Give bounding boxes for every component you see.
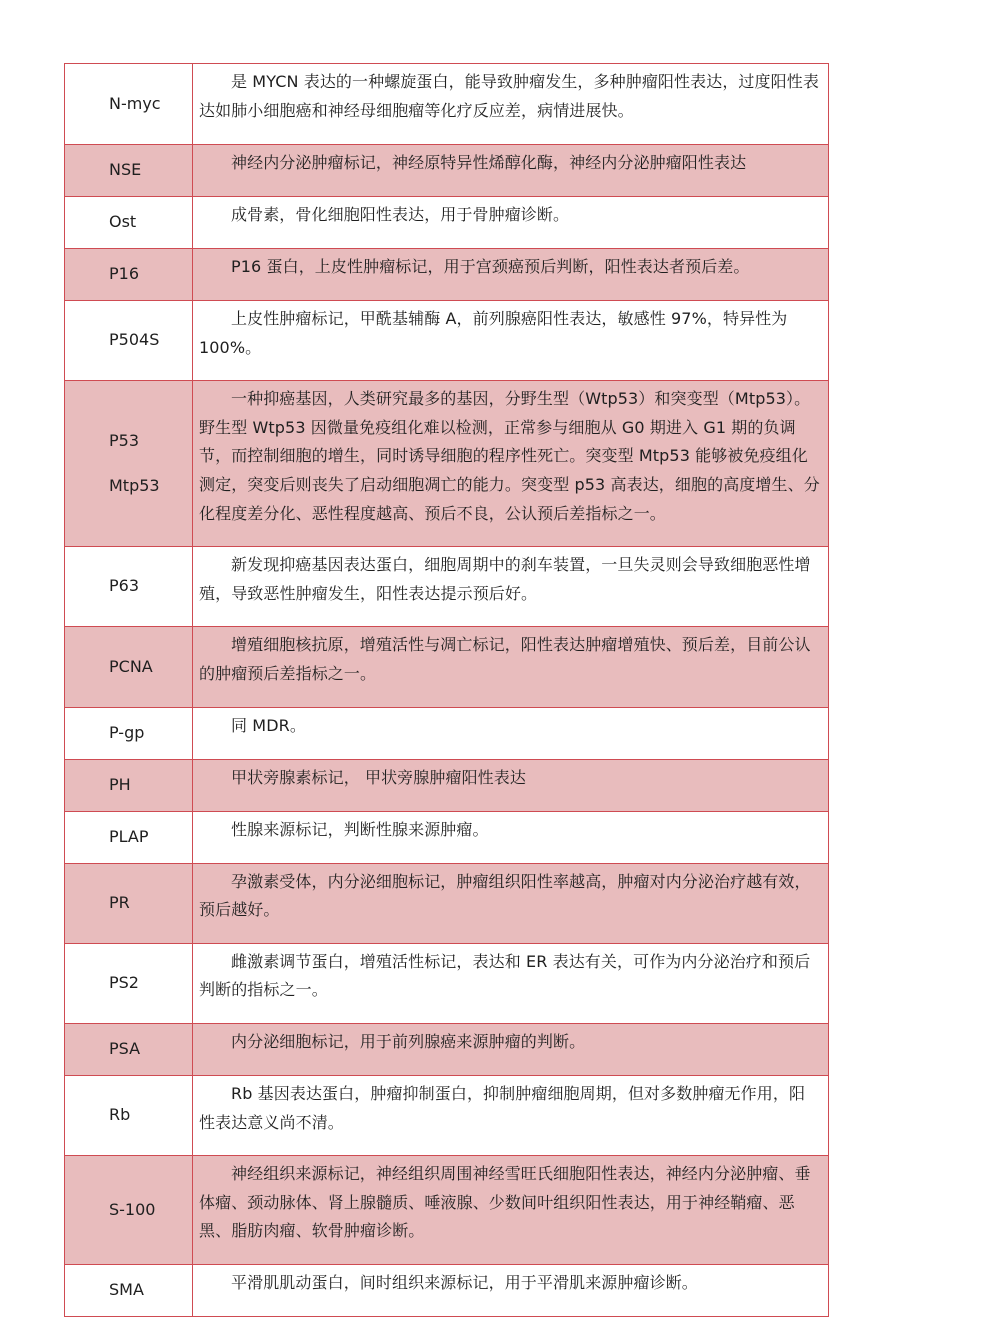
marker-description: 新发现抑癌基因表达蛋白，细胞周期中的刹车装置，一旦失灵则会导致细胞恶性增殖，导致恶性肿瘤发生，阳性表达提示预后好。 xyxy=(199,555,811,603)
marker-name: PH xyxy=(109,774,131,794)
marker-name: PLAP xyxy=(109,826,149,846)
marker-table xyxy=(64,63,829,1317)
marker-name: PR xyxy=(109,892,130,912)
marker-description: 成骨素，骨化细胞阳性表达，用于骨肿瘤诊断。 xyxy=(231,205,570,224)
marker-description-cell xyxy=(193,547,829,627)
table-row xyxy=(65,943,829,1023)
marker-description-cell xyxy=(193,759,829,811)
marker-description-cell xyxy=(193,64,829,145)
marker-description-cell xyxy=(193,1023,829,1075)
marker-name: Rb xyxy=(109,1105,131,1125)
marker-description-cell xyxy=(193,249,829,301)
marker-name: P16 xyxy=(109,264,140,284)
marker-description-cell xyxy=(193,1265,829,1317)
table-row xyxy=(65,627,829,707)
marker-name: N-myc xyxy=(109,93,161,113)
marker-name-cell xyxy=(65,707,193,759)
table-row xyxy=(65,1075,829,1155)
marker-name-cell xyxy=(65,1023,193,1075)
table-row xyxy=(65,1023,829,1075)
marker-name: PCNA xyxy=(109,656,153,676)
marker-name: P63 xyxy=(109,576,140,596)
marker-description: 性腺来源标记，判断性腺来源肿瘤。 xyxy=(231,819,489,839)
marker-name: P53 xyxy=(109,430,140,450)
marker-description: Rb 基因表达蛋白，肿瘤抑制蛋白，抑制肿瘤细胞周期，但对多数肿瘤无作用，阳性表达意义尚不清。 xyxy=(199,1083,806,1132)
marker-name: Ost xyxy=(109,212,137,232)
table-row xyxy=(65,707,829,759)
marker-name-cell xyxy=(65,943,193,1023)
table-row xyxy=(65,301,829,381)
marker-description: 神经组织来源标记，神经组织周围神经雪旺氏细胞阳性表达，神经内分泌肿瘤、垂体瘤、颈动脉体、肾上腺髓质、唾液腺、少数间叶组织阳性表达，用于神经鞘瘤、恶黑、脂肪肉瘤、软骨肿瘤诊断。 xyxy=(199,1164,811,1241)
marker-name: P-gp xyxy=(109,722,145,742)
marker-description-cell xyxy=(193,811,829,863)
marker-name-cell xyxy=(65,811,193,863)
marker-name-cell xyxy=(65,197,193,249)
marker-description-cell xyxy=(193,301,829,381)
marker-name: NSE xyxy=(109,160,142,180)
marker-description-cell xyxy=(193,145,829,197)
marker-name: Mtp53 xyxy=(109,476,160,496)
marker-description: 一种抑癌基因，人类研究最多的基因，分野生型（Wtp53）和突变型（Mtp53）。野生型 Wtp53 因微量免疫组化难以检测，正常参与细胞从 G0 期进入 G1 期的负调节，而控制细胞的增生，同时诱导细胞的程序性死亡。突变型 Mtp53 能够被免疫组化测定，突变后则丧失了启动细胞凋亡的能力。突变型 p53 高表达，细胞的高度增生、分化程度差分化、恶性程度越高、预后不良，公认预后差指标之一。 xyxy=(199,389,820,523)
marker-name-cell xyxy=(65,1265,193,1317)
table-row xyxy=(65,1156,829,1265)
table-row xyxy=(65,1265,829,1317)
table-row xyxy=(65,811,829,863)
marker-name-cell xyxy=(65,863,193,943)
marker-name-cell xyxy=(65,145,193,197)
table-row xyxy=(65,381,829,547)
table-row xyxy=(65,249,829,301)
table-row xyxy=(65,197,829,249)
marker-description-cell xyxy=(193,381,829,547)
marker-description: 孕激素受体，内分泌细胞标记，肿瘤组织阳性率越高，肿瘤对内分泌治疗越有效，预后越好。 xyxy=(199,871,811,920)
marker-description-cell xyxy=(193,863,829,943)
table-row xyxy=(65,863,829,943)
table-row xyxy=(65,759,829,811)
marker-name: PSA xyxy=(109,1039,141,1059)
marker-name-cell xyxy=(65,301,193,381)
marker-name: PS2 xyxy=(109,973,139,993)
marker-name-cell xyxy=(65,1075,193,1155)
table-row xyxy=(65,145,829,197)
marker-name-cell xyxy=(65,64,193,145)
marker-name: S-100 xyxy=(109,1199,156,1219)
marker-description: 内分泌细胞标记，用于前列腺癌来源肿瘤的判断。 xyxy=(231,1031,586,1051)
marker-description-cell xyxy=(193,707,829,759)
marker-description-cell xyxy=(193,627,829,707)
marker-description: 上皮性肿瘤标记，甲酰基辅酶 A，前列腺癌阳性表达，敏感性 97%，特异性为 100%。 xyxy=(199,309,788,357)
marker-description: 是 MYCN 表达的一种螺旋蛋白，能导致肿瘤发生，多种肿瘤阳性表达，过度阳性表达如肺小细胞癌和神经母细胞瘤等化疗反应差，病情进展快。 xyxy=(199,72,819,120)
marker-name-cell xyxy=(65,249,193,301)
marker-name-cell xyxy=(65,547,193,627)
marker-description-cell xyxy=(193,1075,829,1155)
marker-description-cell xyxy=(193,197,829,249)
marker-description: 平滑肌肌动蛋白，间时组织来源标记，用于平滑肌来源肿瘤诊断。 xyxy=(231,1273,698,1293)
marker-name-cell xyxy=(65,1156,193,1265)
marker-name-cell xyxy=(65,381,193,547)
marker-description: 增殖细胞核抗原，增殖活性与凋亡标记，阳性表达肿瘤增殖快、预后差，目前公认的肿瘤预后差指标之一。 xyxy=(199,635,811,683)
marker-description-cell xyxy=(193,1156,829,1265)
marker-description: 同 MDR。 xyxy=(231,715,306,735)
marker-description: 甲状旁腺素标记， 甲状旁腺肿瘤阳性表达 xyxy=(231,767,526,787)
marker-name-cell xyxy=(65,627,193,707)
table-row xyxy=(65,64,829,145)
marker-description: 神经内分泌肿瘤标记，神经原特异性烯醇化酶，神经内分泌肿瘤阳性表达 xyxy=(231,153,747,172)
marker-description: 雌激素调节蛋白，增殖活性标记，表达和 ER 表达有关，可作为内分泌治疗和预后判断的指标之一。 xyxy=(199,951,811,1000)
marker-name: SMA xyxy=(109,1280,144,1300)
marker-name: P504S xyxy=(109,330,160,350)
marker-description-cell xyxy=(193,943,829,1023)
marker-description: P16 蛋白，上皮性肿瘤标记，用于宫颈癌预后判断，阳性表达者预后差。 xyxy=(231,257,750,276)
marker-name-cell xyxy=(65,759,193,811)
table-row xyxy=(65,547,829,627)
